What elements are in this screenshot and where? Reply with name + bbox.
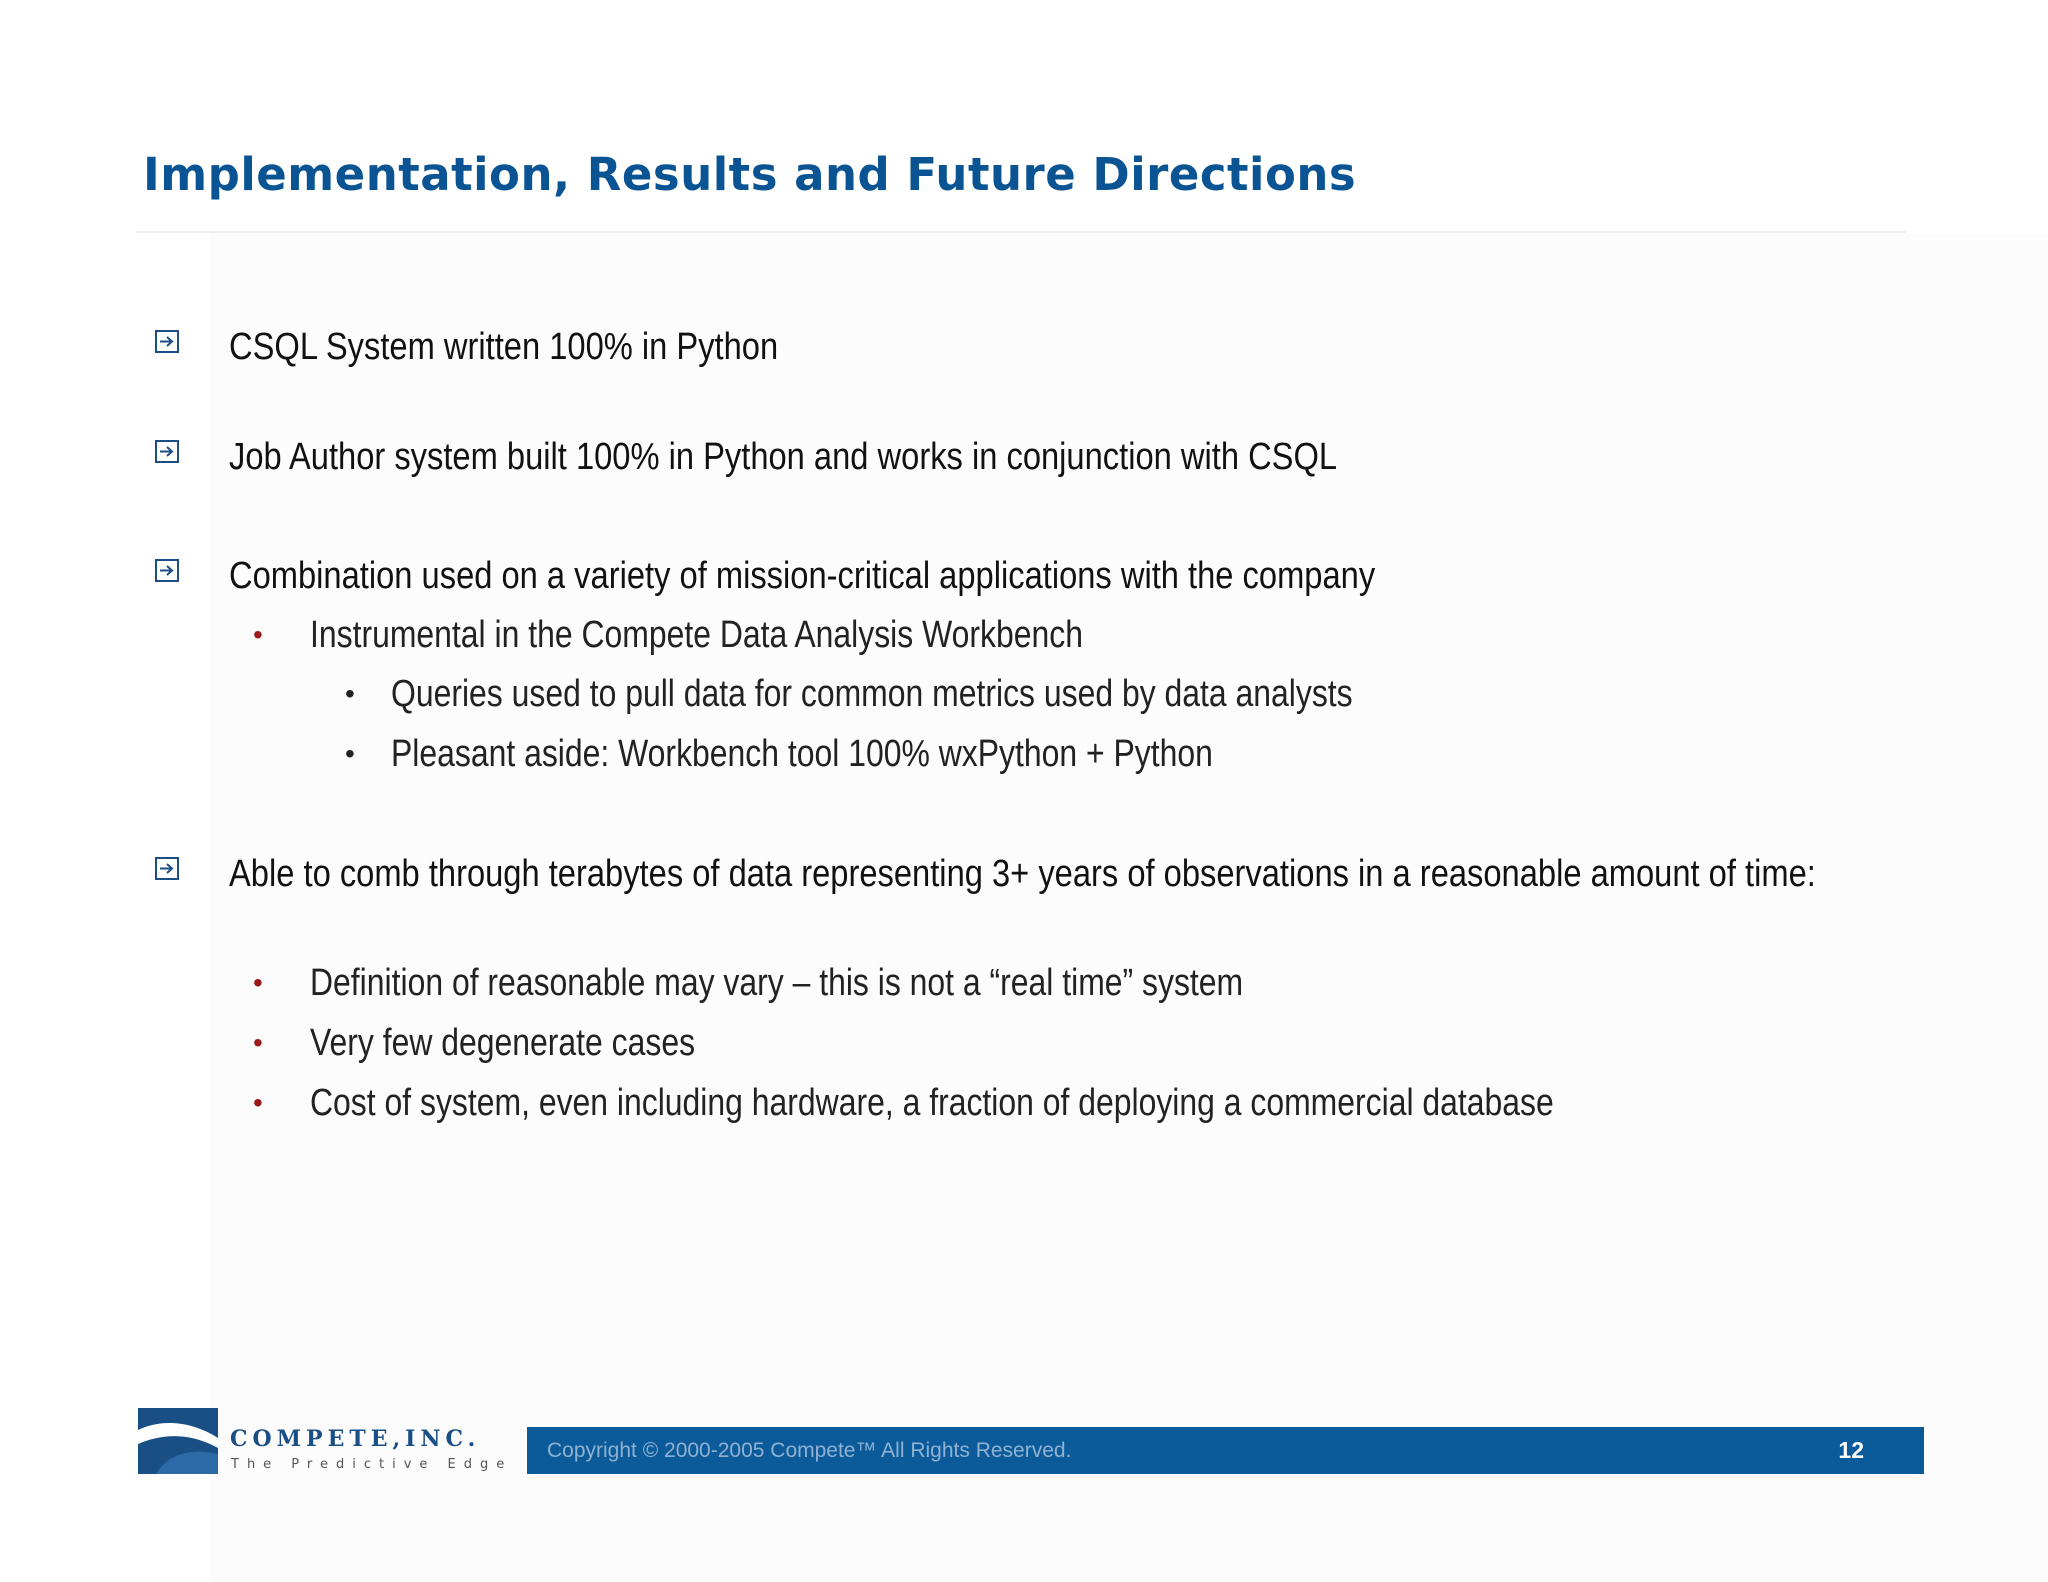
arrow-box-icon: [155, 559, 179, 582]
title-divider: [136, 231, 1906, 233]
arrow-box-icon: [155, 440, 179, 463]
slide-title: Implementation, Results and Future Directions: [143, 148, 1357, 201]
sub-sub-bullet-text: Queries used to pull data for common metrics used by data analysts: [391, 673, 1353, 715]
arrow-box-icon: [155, 857, 179, 880]
sub-bullet-text: Very few degenerate cases: [310, 1022, 696, 1064]
footer-bar: [527, 1427, 1924, 1474]
sub-bullet-dot: •: [253, 1027, 263, 1058]
copyright-text: Copyright © 2000-2005 Compete™ All Rights Reserved.: [547, 1439, 1072, 1462]
bullet-text: Job Author system built 100% in Python and works in conjunction with CSQL: [229, 436, 1338, 478]
bullet-text: Able to comb through terabytes of data representing 3+ years of observations in a reasonable amount of time:: [229, 853, 1816, 895]
bullet-item: [155, 849, 1895, 949]
page-number: 12: [1838, 1437, 1864, 1463]
sub-bullet-text: Instrumental in the Compete Data Analysis Workbench: [310, 614, 1083, 656]
bullet-text: CSQL System written 100% in Python: [229, 326, 779, 368]
bullet-text: Combination used on a variety of mission-critical applications with the company: [229, 555, 1376, 597]
sub-bullet-text: Cost of system, even including hardware, a fraction of deploying a commercial database: [310, 1082, 1554, 1124]
company-logo: [138, 1408, 513, 1474]
logo-company-name: COMPETE,INC.: [230, 1426, 481, 1452]
sub-sub-bullet-dot: •: [345, 738, 355, 769]
sub-bullet-text: Definition of reasonable may vary – this is not a “real time” system: [310, 962, 1244, 1004]
sub-bullet-dot: •: [253, 1087, 263, 1118]
sub-sub-bullet-dot: •: [345, 678, 355, 709]
logo-tagline: The Predictive Edge: [231, 1457, 513, 1472]
compete-swoosh-icon: [138, 1408, 218, 1474]
sub-sub-bullet-text: Pleasant aside: Workbench tool 100% wxPython + Python: [391, 733, 1213, 775]
sub-bullet-dot: •: [253, 967, 263, 998]
sub-bullet-dot: •: [253, 619, 263, 650]
arrow-box-icon: [155, 330, 179, 353]
